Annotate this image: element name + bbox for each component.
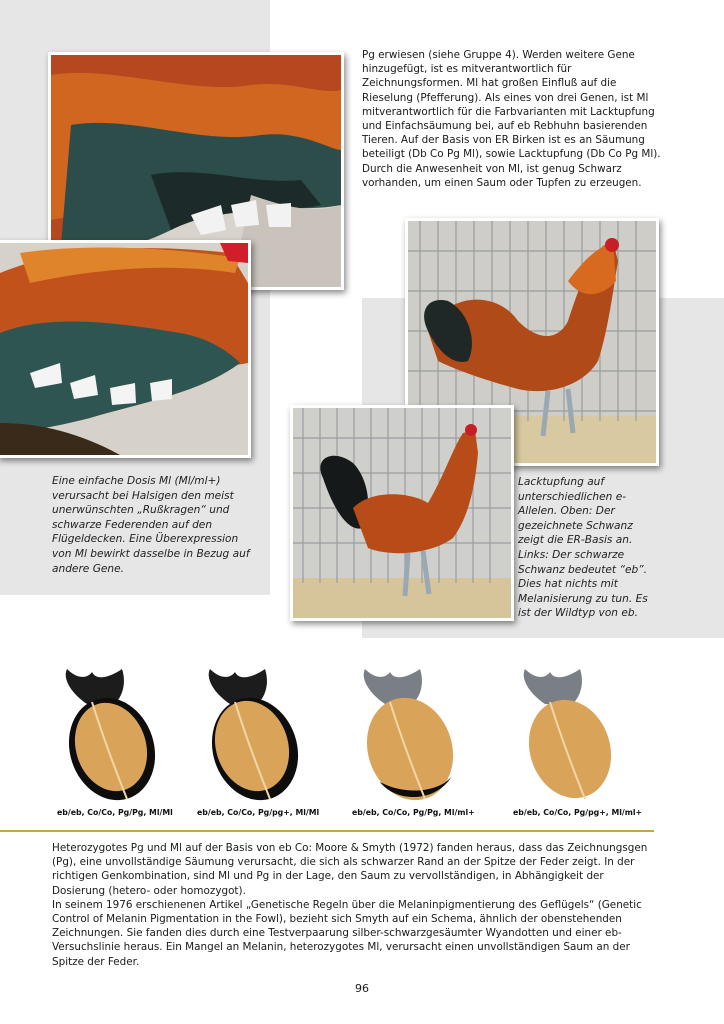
feather-illustration-4: [490, 664, 640, 804]
body-paragraph-2: In seinem 1976 erschienenen Artikel „Genetische Regeln über die Melaninpigmentierung des Geflügels“ (Genetic Control of Melanin Pigmentation in the Fowl), bezieht sich Smyth auf ein Schema, ähnlich der obenstehenden Zeichnungen. Sie fanden dies durch eine Testverpaarung silber-schwarzgesäumter Wyandotten und einer eb-Versuchslinie heraus. Ein Mangel an Melanin, heterozygotes Ml, verursacht einen unvollständigen Saum an der Spitze der Feder.: [52, 898, 642, 968]
photo-rooster-cage-left: [290, 405, 514, 621]
body-paragraph-1: Heterozygotes Pg und Ml auf der Basis von eb Co: Moore & Smyth (1972) fanden heraus, dass das Zeichnungsgen (Pg), eine unvollständige Säumung verursacht, die sich als schwarzer Rand an der Spitze der Feder zeigt. In der richtigen Genkombination, sind Ml und Pg in der Lage, den Saum zu vervollständigen, in Abhängigkeit der Dosierung (hetero- oder homozygot).: [52, 842, 648, 897]
caption-right: Lacktupfung auf unterschiedlichen e-Allelen. Oben: Der gezeichnete Schwanz zeigt die ER-Basis an. Links: Der schwarze Schwanz bedeutet “eb”. Dies hat nichts mit Melanisierung zu tun. Es ist der Wildtyp von eb.: [518, 476, 648, 620]
feather-label-2: eb/eb, Co/Co, Pg/pg+, Ml/Ml: [197, 808, 320, 817]
feather-illustration-1: [32, 664, 182, 804]
feather-illustration-2: [175, 664, 325, 804]
intro-text: Pg erwiesen (siehe Gruppe 4). Werden weitere Gene hinzugefügt, ist es mitverantwortlich für Zeichnungsformen. Ml hat großen Einfluß auf die Rieselung (Pfefferung). Als eines von drei Genen, ist Ml mitverantwortlich für die Farbvarianten mit Lacktupfung und Einfachsäumung bei, auf eb Rebhuhn basierenden Tieren. Auf der Basis von ER Birken ist es an Säumung beteiligt (Db Co Pg Ml), sowie Lacktupfung (Db Co Pg Ml). Durch die Anwesenheit von Ml, ist genug Schwarz vorhanden, um einen Saum oder Tupfen zu erzeugen.: [362, 49, 661, 189]
feather-label-1: eb/eb, Co/Co, Pg/Pg, Ml/Ml: [57, 808, 173, 817]
feather-label-3: eb/eb, Co/Co, Pg/Pg, Ml/ml+: [352, 808, 475, 817]
caption-left: Eine einfache Dosis Ml (Ml/ml+) verursacht bei Halsigen den meist unerwünschten „Rußkragen“ und schwarze Federenden auf den Flügeldecken. Eine Überexpression von Ml bewirkt dasselbe in Bezug auf andere Gene.: [52, 475, 250, 575]
feather-illustration-3: [330, 664, 480, 804]
body-text: [52, 841, 652, 969]
page-number: 96: [355, 982, 369, 995]
feather-label-4: eb/eb, Co/Co, Pg/pg+, Ml/ml+: [513, 808, 643, 817]
photo-wing-feathers: [0, 240, 251, 458]
gold-divider: [0, 830, 654, 832]
